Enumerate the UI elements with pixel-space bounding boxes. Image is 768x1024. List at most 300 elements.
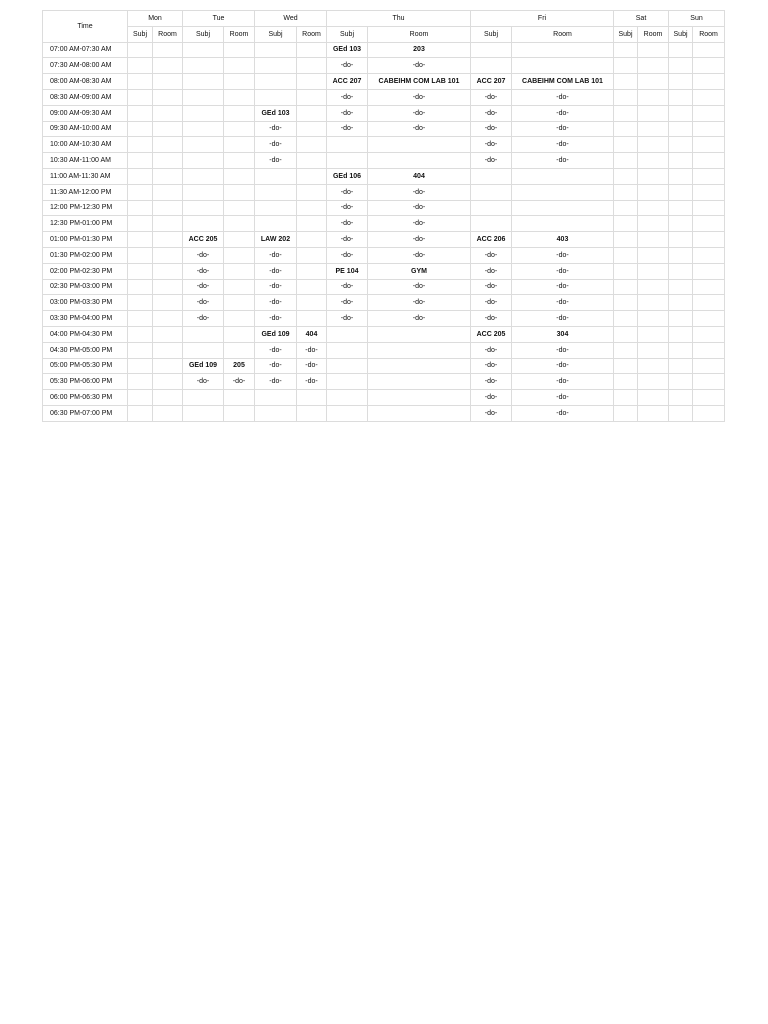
time-slot-cell: 08:30 AM-09:00 AM (43, 89, 128, 105)
room-cell (224, 216, 255, 232)
subject-cell: -do- (183, 263, 224, 279)
subject-cell (128, 326, 153, 342)
room-cell: -do- (512, 105, 614, 121)
subject-cell (669, 405, 693, 421)
room-cell (297, 168, 327, 184)
room-header: Room (297, 26, 327, 42)
subject-cell: -do- (255, 121, 297, 137)
time-slot-cell: 01:00 PM-01:30 PM (43, 232, 128, 248)
room-cell (153, 42, 183, 58)
time-slot-cell: 04:30 PM-05:00 PM (43, 342, 128, 358)
room-cell (153, 247, 183, 263)
table-row (43, 216, 725, 232)
room-cell (693, 216, 725, 232)
room-cell (153, 358, 183, 374)
subject-cell (669, 58, 693, 74)
subject-cell (128, 153, 153, 169)
subject-cell (128, 311, 153, 327)
room-cell: -do- (368, 311, 471, 327)
subject-cell (669, 168, 693, 184)
time-slot-cell: 11:30 AM-12:00 PM (43, 184, 128, 200)
room-cell (153, 342, 183, 358)
subject-cell: -do- (183, 311, 224, 327)
subject-cell (669, 374, 693, 390)
room-cell (512, 42, 614, 58)
subject-cell (327, 326, 368, 342)
time-slot-cell: 11:00 AM-11:30 AM (43, 168, 128, 184)
subject-cell: -do- (255, 137, 297, 153)
subject-cell: -do- (471, 342, 512, 358)
subject-cell: -do- (327, 216, 368, 232)
room-cell (153, 168, 183, 184)
subject-cell: -do- (255, 263, 297, 279)
subj-header: Subj (327, 26, 368, 42)
subject-cell: -do- (327, 247, 368, 263)
room-cell (153, 390, 183, 406)
subject-cell: -do- (327, 105, 368, 121)
room-cell (638, 279, 669, 295)
subject-cell (327, 374, 368, 390)
room-cell (512, 58, 614, 74)
room-cell: -do- (512, 295, 614, 311)
subject-cell (669, 342, 693, 358)
room-cell (224, 153, 255, 169)
subject-cell (614, 105, 638, 121)
subject-cell (669, 89, 693, 105)
subject-cell (614, 168, 638, 184)
room-cell (153, 326, 183, 342)
room-cell (693, 58, 725, 74)
subject-cell (183, 121, 224, 137)
room-cell (638, 374, 669, 390)
room-cell (224, 311, 255, 327)
subject-cell (128, 216, 153, 232)
room-cell (512, 216, 614, 232)
subject-cell (255, 58, 297, 74)
room-cell (693, 390, 725, 406)
room-cell (297, 390, 327, 406)
subject-cell (128, 405, 153, 421)
room-cell: -do- (512, 374, 614, 390)
room-cell (297, 200, 327, 216)
subject-cell (128, 279, 153, 295)
room-cell (224, 42, 255, 58)
subject-cell (614, 295, 638, 311)
room-cell (638, 295, 669, 311)
room-cell (224, 184, 255, 200)
time-slot-cell: 12:00 PM-12:30 PM (43, 200, 128, 216)
room-cell (638, 311, 669, 327)
table-row (43, 74, 725, 90)
table-row (43, 311, 725, 327)
room-cell (638, 232, 669, 248)
subject-cell: -do- (471, 311, 512, 327)
room-cell (638, 358, 669, 374)
room-cell (297, 89, 327, 105)
time-slot-cell: 07:30 AM-08:00 AM (43, 58, 128, 74)
room-cell: -do- (224, 374, 255, 390)
header-subheader-row (43, 26, 725, 42)
room-header: Room (224, 26, 255, 42)
subject-cell (669, 105, 693, 121)
subject-cell (128, 247, 153, 263)
room-cell (153, 279, 183, 295)
subject-cell (669, 358, 693, 374)
room-cell (693, 263, 725, 279)
time-slot-cell: 03:30 PM-04:00 PM (43, 311, 128, 327)
room-cell: 403 (512, 232, 614, 248)
table-row (43, 42, 725, 58)
room-cell (693, 326, 725, 342)
subject-cell: -do- (471, 247, 512, 263)
subject-cell: -do- (255, 374, 297, 390)
subject-cell: -do- (327, 89, 368, 105)
subject-cell: -do- (327, 295, 368, 311)
room-cell: -do- (297, 374, 327, 390)
room-cell (693, 247, 725, 263)
subject-cell (128, 184, 153, 200)
time-slot-cell: 05:00 PM-05:30 PM (43, 358, 128, 374)
room-cell (693, 342, 725, 358)
subject-cell: -do- (471, 153, 512, 169)
subject-cell (128, 374, 153, 390)
subject-cell: -do- (471, 405, 512, 421)
time-slot-cell: 06:00 PM-06:30 PM (43, 390, 128, 406)
subject-cell: -do- (327, 58, 368, 74)
room-cell: -do- (512, 121, 614, 137)
room-cell: -do- (512, 358, 614, 374)
table-row (43, 184, 725, 200)
time-slot-cell: 10:30 AM-11:00 AM (43, 153, 128, 169)
subject-cell (669, 326, 693, 342)
room-cell: -do- (297, 342, 327, 358)
subject-cell: -do- (471, 137, 512, 153)
room-cell (297, 42, 327, 58)
subject-cell (614, 200, 638, 216)
room-cell (368, 358, 471, 374)
subject-cell (614, 42, 638, 58)
subject-cell (255, 42, 297, 58)
subject-cell: -do- (471, 263, 512, 279)
table-row (43, 342, 725, 358)
subject-cell: -do- (255, 295, 297, 311)
table-row (43, 137, 725, 153)
day-header-thu: Thu (327, 11, 471, 27)
subject-cell (669, 42, 693, 58)
table-row (43, 121, 725, 137)
subject-cell: -do- (471, 89, 512, 105)
subject-cell (255, 216, 297, 232)
subject-cell: LAW 202 (255, 232, 297, 248)
room-cell: CABEIHM COM LAB 101 (512, 74, 614, 90)
room-header: Room (693, 26, 725, 42)
room-cell: 404 (297, 326, 327, 342)
subject-cell (669, 263, 693, 279)
time-slot-cell: 01:30 PM-02:00 PM (43, 247, 128, 263)
subject-cell: -do- (471, 279, 512, 295)
subject-cell (128, 89, 153, 105)
room-cell (297, 405, 327, 421)
room-cell (638, 58, 669, 74)
room-cell (512, 184, 614, 200)
subject-cell (669, 137, 693, 153)
room-cell (512, 168, 614, 184)
room-cell: -do- (512, 279, 614, 295)
subject-cell (669, 74, 693, 90)
subject-cell (669, 200, 693, 216)
subject-cell (614, 279, 638, 295)
room-cell (153, 153, 183, 169)
subject-cell: ACC 207 (327, 74, 368, 90)
subject-cell: -do- (183, 374, 224, 390)
room-cell (153, 374, 183, 390)
room-cell: -do- (512, 247, 614, 263)
subject-cell (183, 405, 224, 421)
room-cell (224, 342, 255, 358)
subject-cell: -do- (255, 279, 297, 295)
subject-cell (183, 137, 224, 153)
room-cell (638, 153, 669, 169)
subject-cell (471, 168, 512, 184)
room-cell (224, 405, 255, 421)
subject-cell (183, 58, 224, 74)
subject-cell: -do- (327, 279, 368, 295)
subject-cell: ACC 205 (471, 326, 512, 342)
room-cell: 203 (368, 42, 471, 58)
subject-cell (255, 89, 297, 105)
room-header: Room (368, 26, 471, 42)
room-cell: -do- (297, 358, 327, 374)
subject-cell (614, 232, 638, 248)
time-slot-cell: 06:30 PM-07:00 PM (43, 405, 128, 421)
room-cell (693, 184, 725, 200)
room-cell (512, 200, 614, 216)
subject-cell: -do- (183, 295, 224, 311)
subject-cell: ACC 207 (471, 74, 512, 90)
room-cell (638, 168, 669, 184)
time-slot-cell: 09:00 AM-09:30 AM (43, 105, 128, 121)
subject-cell (614, 153, 638, 169)
room-cell (693, 311, 725, 327)
subject-cell (471, 184, 512, 200)
subject-cell: -do- (471, 105, 512, 121)
subject-cell (183, 200, 224, 216)
day-header-fri: Fri (471, 11, 614, 27)
room-cell (638, 216, 669, 232)
subject-cell (183, 342, 224, 358)
room-cell (693, 137, 725, 153)
room-cell (368, 405, 471, 421)
subject-cell: GEd 103 (255, 105, 297, 121)
room-cell: -do- (368, 216, 471, 232)
table-row (43, 358, 725, 374)
subj-header: Subj (471, 26, 512, 42)
room-cell: -do- (368, 58, 471, 74)
subject-cell: -do- (255, 311, 297, 327)
room-cell (638, 42, 669, 58)
subject-cell (669, 121, 693, 137)
subject-cell: -do- (327, 121, 368, 137)
room-cell: -do- (368, 200, 471, 216)
time-slot-cell: 03:00 PM-03:30 PM (43, 295, 128, 311)
room-cell (297, 263, 327, 279)
table-row (43, 168, 725, 184)
room-cell (224, 121, 255, 137)
room-cell (224, 263, 255, 279)
time-slot-cell: 04:00 PM-04:30 PM (43, 326, 128, 342)
room-cell (297, 105, 327, 121)
room-cell (224, 326, 255, 342)
room-cell (297, 216, 327, 232)
subject-cell: -do- (327, 311, 368, 327)
room-cell (638, 74, 669, 90)
room-cell (693, 295, 725, 311)
subject-cell: -do- (183, 279, 224, 295)
room-cell (224, 89, 255, 105)
table-row (43, 200, 725, 216)
room-cell: -do- (512, 311, 614, 327)
subject-cell: ACC 206 (471, 232, 512, 248)
subject-cell: GEd 106 (327, 168, 368, 184)
room-cell (638, 200, 669, 216)
room-cell (693, 89, 725, 105)
room-cell (153, 184, 183, 200)
room-cell (224, 137, 255, 153)
time-slot-cell: 09:30 AM-10:00 AM (43, 121, 128, 137)
subject-cell (255, 184, 297, 200)
table-row (43, 247, 725, 263)
room-cell (224, 200, 255, 216)
subj-header: Subj (255, 26, 297, 42)
room-cell (368, 137, 471, 153)
time-slot-cell: 02:00 PM-02:30 PM (43, 263, 128, 279)
room-cell: -do- (368, 232, 471, 248)
table-row (43, 263, 725, 279)
subject-cell (669, 232, 693, 248)
day-header-wed: Wed (255, 11, 327, 27)
room-cell (224, 168, 255, 184)
room-cell (368, 153, 471, 169)
room-cell (638, 405, 669, 421)
subject-cell (128, 74, 153, 90)
subj-header: Subj (669, 26, 693, 42)
subject-cell (471, 58, 512, 74)
subject-cell (128, 232, 153, 248)
subject-cell (128, 358, 153, 374)
room-cell: -do- (512, 263, 614, 279)
subject-cell (183, 42, 224, 58)
room-cell (153, 137, 183, 153)
subject-cell: -do- (471, 358, 512, 374)
header-days-row (43, 11, 725, 27)
room-cell (153, 232, 183, 248)
room-cell (297, 184, 327, 200)
room-cell (297, 232, 327, 248)
table-row (43, 326, 725, 342)
room-cell (638, 342, 669, 358)
subject-cell (614, 216, 638, 232)
subject-cell: -do- (327, 184, 368, 200)
room-cell (297, 153, 327, 169)
subject-cell: -do- (327, 200, 368, 216)
subject-cell (614, 58, 638, 74)
time-header: Time (43, 11, 128, 43)
room-cell: -do- (512, 89, 614, 105)
subject-cell (614, 311, 638, 327)
room-cell (638, 105, 669, 121)
subject-cell (327, 342, 368, 358)
subject-cell (183, 168, 224, 184)
room-cell (638, 89, 669, 105)
subject-cell (255, 405, 297, 421)
subject-cell (669, 216, 693, 232)
room-cell (224, 232, 255, 248)
subject-cell: -do- (183, 247, 224, 263)
room-cell (693, 374, 725, 390)
subject-cell (471, 216, 512, 232)
time-slot-cell: 12:30 PM-01:00 PM (43, 216, 128, 232)
table-row (43, 153, 725, 169)
subject-cell (614, 247, 638, 263)
subject-cell (128, 105, 153, 121)
table-row (43, 374, 725, 390)
room-cell: -do- (512, 405, 614, 421)
room-cell: -do- (368, 121, 471, 137)
subject-cell (128, 58, 153, 74)
room-cell: -do- (368, 105, 471, 121)
room-cell (297, 58, 327, 74)
subject-cell (327, 137, 368, 153)
subject-cell (327, 358, 368, 374)
room-cell (153, 263, 183, 279)
subj-header: Subj (128, 26, 153, 42)
subject-cell: -do- (471, 390, 512, 406)
subject-cell (183, 105, 224, 121)
subject-cell (327, 153, 368, 169)
subject-cell (614, 74, 638, 90)
subject-cell (183, 390, 224, 406)
room-cell: 304 (512, 326, 614, 342)
day-header-mon: Mon (128, 11, 183, 27)
day-header-sat: Sat (614, 11, 669, 27)
table-row (43, 390, 725, 406)
subject-cell (669, 295, 693, 311)
room-cell: -do- (368, 279, 471, 295)
time-slot-cell: 08:00 AM-08:30 AM (43, 74, 128, 90)
table-row (43, 105, 725, 121)
room-cell (297, 311, 327, 327)
room-cell (224, 295, 255, 311)
subject-cell (183, 184, 224, 200)
subject-cell (255, 74, 297, 90)
room-cell (693, 405, 725, 421)
room-cell: -do- (512, 390, 614, 406)
subject-cell: GEd 109 (255, 326, 297, 342)
room-cell (224, 58, 255, 74)
schedule-table (42, 10, 725, 422)
subject-cell (183, 216, 224, 232)
subject-cell (614, 184, 638, 200)
room-cell (693, 200, 725, 216)
subject-cell (614, 374, 638, 390)
subject-cell (128, 200, 153, 216)
subject-cell (614, 390, 638, 406)
subject-cell (669, 311, 693, 327)
room-cell (693, 168, 725, 184)
room-cell (153, 74, 183, 90)
room-cell (297, 74, 327, 90)
room-cell: -do- (368, 247, 471, 263)
